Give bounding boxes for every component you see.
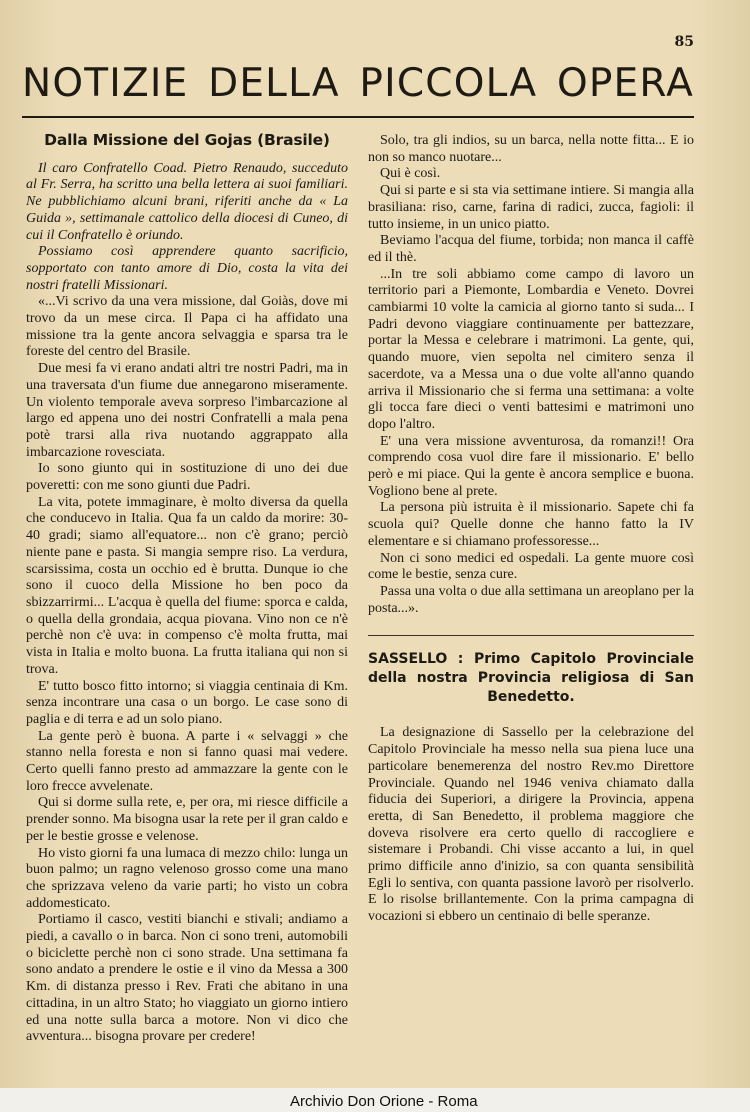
paragraph: Io sono giunto qui in sostituzione di uno dei due poveretti: con me sono giunti due Padri. xyxy=(26,461,348,494)
article-title-place: SASSELLO : xyxy=(368,651,464,668)
paragraph: ...In tre soli abbiamo come campo di lavoro un territorio pari a Piemonte, Lombardia e Veneto. Dovrei cambiarmi 10 volte la camicia al giorno tanto si suda... I Padri devono viaggiare continuamente per battezzare, portar la Messa e celebrare i matrimoni. La gente, qui, quando muore, vien sepolta nel cimitero senza il sacerdote, va a Messa una o due volte all'anno quando arriva il Missionario che si ferma una settimana: a volte gli tocca fare dieci o venti battesimi e matrimoni uno dopo l'altro. xyxy=(368,266,694,432)
masthead-word: OPERA xyxy=(556,61,694,106)
paragraph: Qui si dorme sulla rete, e, per ora, mi riesce difficile a prender sonno. Ma bisogna usar la rete per il gran caldo e per le bestie grosse e velenose. xyxy=(26,795,348,844)
page-number: 85 xyxy=(674,34,694,50)
paragraph: Ho visto giorni fa una lumaca di mezzo chilo: lunga un buon palmo; un ragno velenoso grosso come una mano che sprizzava veleno da varie parti; ho visto un cobra addomesticato. xyxy=(26,845,348,911)
paragraph: La gente però è buona. A parte i « selvaggi » che stanno nella foresta e non si fanno quasi mai vedere. Certo quelli fanno presto ad ammazzare la gente con le loro frecce avvelenate. xyxy=(26,728,348,794)
masthead-word: DELLA xyxy=(208,61,340,106)
column-left xyxy=(26,130,348,1045)
article-intro: Il caro Confratello Coad. Pietro Renaudo, succeduto al Fr. Serra, ha scritto una bella lettera ai suoi familiari. Ne pubblichiamo alcuni brani, riferiti anche da « La Guida », settimanale cattolico della diocesi di Cuneo, di cui il Confratello è oriundo. xyxy=(26,160,348,243)
paragraph: E' tutto bosco fitto intorno; si viaggia centinaia di Km. senza incontrare una casa o un borgo. Le case sono di paglia e di terra e ad un solo piano. xyxy=(26,678,348,727)
paragraph: La vita, potete immaginare, è molto diversa da quella che conducevo in Italia. Qua fa un caldo da morire: 30-40 gradi; siamo all'equatore... non c'è grano; perciò niente pane e pasta. Si mangia sempre riso. La verdura, scarsissima, costa un occhio ed è brutta. Dunque io che sono il cuoco della Missione ho ben poco da sbizzarrirmi... L'acqua è quella del fiume: sporca e calda, o quella della grondaia, acqua piovana. Vino non ce n'è perchè non c'è uva: in compenso c'è molta frutta, mai vista in Italia e molto buona. La frutta italiana qui non si trova. xyxy=(26,494,348,677)
paragraph: Passa una volta o due alla settimana un areoplano per la posta...». xyxy=(368,583,694,616)
paragraph: Qui è così. xyxy=(380,166,441,182)
column-right xyxy=(368,133,694,926)
article-title xyxy=(368,650,694,707)
paragraph: Due mesi fa vi erano andati altri tre nostri Padri, ma in una traversata d'un fiume due annegarono miseramente. Un violento temporale aveva sorpreso l'imbarcazione al largo ed appena uno dei nostri Confratelli a mala pena potè trarsi alla riva nuotando aggrappato alla imbarcazione rovesciata. xyxy=(26,361,348,460)
paragraph: Solo, tra gli indios, su un barca, nella notte fitta... E io non so manco nuotare... xyxy=(368,133,694,165)
paragraph: Beviamo l'acqua del fiume, torbida; non manca il caffè ed il thè. xyxy=(368,233,694,265)
paragraph: E' una vera missione avventurosa, da romanzi!! Ora comprendo cosa vuol dire fare il missionario. E' bello però e mi piace. Qui la gente è ancora semplice e buona. Vogliono bene al prete. xyxy=(368,433,694,499)
masthead-title xyxy=(22,58,694,110)
paragraph: Qui si parte e si sta via settimane intiere. Si mangia alla brasiliana: riso, carne, farina di radici, zucca, fagioli: il tutto insieme, in un unico piatto. xyxy=(368,183,694,232)
paragraph: La designazione di Sassello per la celebrazione del Capitolo Provinciale ha messo nella sua piena luce una particolare benemerenza del nostro Rev.mo Direttore Provinciale. Quando nel 1946 veniva chiamato dalla fiducia dei Superiori, a dirigere la Provincia, appena eretta, di San Benedetto, il problema maggiore che doveva risolvere era certo quello di raccogliere e sistemare i Probandi. Chi visse accanto a lui, in quel primo difficile anno d'inizio, sa con quanta sensibilità Egli lo sentiva, con quanta passione lavorò per risolverlo. E lo risolse brillantemente. Con la prima campagna di vocazioni si ebbero un centinaio di belle speranze. xyxy=(368,725,694,925)
masthead-word: NOTIZIE xyxy=(22,61,189,106)
paragraph: «...Vi scrivo da una vera missione, dal Goiàs, dove mi trovo da un mese circa. Il Papa ci ha affidato una missione tra la gente ancora selvaggia e sparsa tra le foreste del centro del Brasile. xyxy=(26,294,348,360)
archive-footer xyxy=(0,1088,750,1112)
masthead-word: PICCOLA xyxy=(359,61,538,106)
article-title-text: Primo Capitolo Provinciale della nostra Provincia religiosa di San Benedetto. xyxy=(368,651,694,706)
article-intro: Possiamo così apprendere quanto sacrificio, sopportato con tanto amore di Dio, costa la vita dei nostri fratelli Missionari. xyxy=(26,244,348,293)
section-divider xyxy=(368,635,694,636)
footer-text: Archivio Don Orione - Roma xyxy=(290,1093,478,1110)
paragraph: Non ci sono medici ed ospedali. La gente muore così come le bestie, senza cure. xyxy=(368,550,694,583)
article-title: Dalla Missione del Gojas (Brasile) xyxy=(44,131,330,149)
paragraph: La persona più istruita è il missionario. Sapete chi fa scuola qui? Quelle donne che hanno fatto la IV elementare e si chiamano professoresse... xyxy=(368,500,694,549)
paragraph-continued: Portiamo il casco, vestiti bianchi e stivali; andiamo a piedi, a cavallo o in barca. Non ci sono treni, automobili o biciclette perchè non ci sono strade. Una settimana fa sono andato a prendere le ostie e il vino da Messa a 300 Km. di distanza presso i Rev. Frati che abitano in una cittadina, in un altro Stato; ho viaggiato un giorno intiero ed una notte sulla barca a motore. Non vi dico che avventura... bisogna provare per credere! xyxy=(26,912,348,1045)
masthead xyxy=(22,58,694,118)
